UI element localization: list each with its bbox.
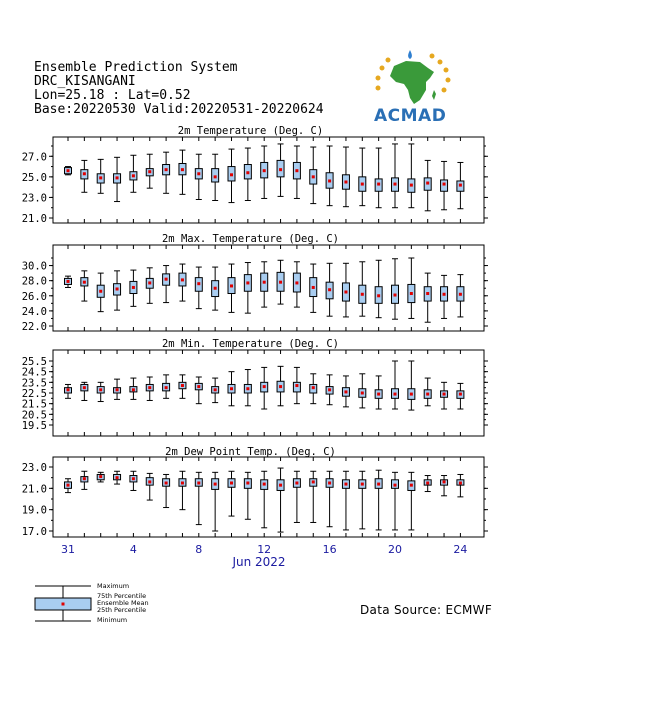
mean-dot	[263, 483, 266, 486]
mean-dot	[148, 480, 151, 483]
box-2022-06-03	[114, 379, 121, 399]
box-2022-06-21	[408, 361, 415, 410]
mean-dot	[394, 294, 397, 297]
box-2022-06-02	[97, 472, 104, 482]
box-2022-06-19	[375, 260, 382, 317]
mean-dot	[148, 170, 151, 173]
mean-dot	[116, 176, 119, 179]
mean-dot	[230, 387, 233, 390]
x-tick-label: 24	[453, 543, 468, 556]
mean-dot	[116, 287, 119, 290]
mean-dot	[312, 175, 315, 178]
x-tick-label: 31	[61, 543, 75, 556]
mean-dot	[263, 169, 266, 172]
mean-dot	[328, 482, 331, 485]
x-tick-label: 16	[322, 543, 337, 556]
box-2022-06-14	[293, 146, 300, 198]
mean-dot	[295, 281, 298, 284]
mean-dot	[377, 183, 380, 186]
box-2022-06-20	[392, 361, 399, 409]
panel-frame	[53, 457, 484, 537]
y-tick-label: 30.0	[21, 260, 47, 273]
box-2022-06-18	[359, 374, 366, 408]
box-2022-06-22	[424, 378, 431, 406]
iqr-box	[441, 180, 448, 191]
chart-panel-2	[22, 338, 488, 436]
box-2022-06-22	[424, 160, 431, 210]
mean-dot	[132, 388, 135, 391]
mean-dot	[263, 385, 266, 388]
box-2022-06-22	[424, 273, 431, 322]
box-2022-06-04	[130, 270, 137, 306]
box-2022-06-21	[408, 258, 415, 318]
mean-dot	[230, 173, 233, 176]
box-2022-06-16	[326, 375, 333, 405]
box-2022-06-16	[326, 471, 333, 526]
mean-dot	[394, 183, 397, 186]
box-2022-06-23	[441, 275, 448, 318]
mean-dot	[83, 281, 86, 284]
panel-title: 2m Max. Temperature (Deg. C)	[161, 233, 340, 245]
legend-mean-dot	[62, 603, 65, 606]
box-2022-06-08	[195, 154, 202, 199]
mean-dot	[165, 482, 168, 485]
mean-dot	[197, 385, 200, 388]
y-tick-label: 26.0	[21, 290, 47, 303]
legend-label-q75: 75th Percentile	[97, 592, 147, 600]
box-2022-05-31	[65, 276, 72, 287]
y-tick-label: 21.0	[21, 213, 47, 225]
station-name: DRC_KISANGANI	[34, 74, 136, 89]
box-2022-06-18	[359, 262, 366, 316]
box-2022-06-02	[97, 382, 104, 401]
mean-dot	[279, 168, 282, 171]
mean-dot	[459, 184, 462, 187]
mean-dot	[263, 281, 266, 284]
mean-dot	[165, 386, 168, 389]
mean-dot	[361, 293, 364, 296]
iqr-box	[212, 169, 219, 182]
legend-label-mean: Ensemble Mean	[97, 599, 149, 607]
box-2022-06-23	[441, 161, 448, 209]
box-2022-06-12	[261, 471, 268, 528]
box-2022-06-24	[457, 474, 464, 496]
mean-dot	[197, 282, 200, 285]
data-source: Data Source: ECMWF	[360, 603, 493, 617]
mean-dot	[132, 477, 135, 480]
x-tick-label: 12	[257, 543, 272, 556]
legend-label-minimum: Minimum	[97, 616, 128, 624]
y-tick-label: 19.0	[21, 504, 47, 517]
box-2022-06-18	[359, 148, 366, 206]
box-2022-06-19	[375, 376, 382, 409]
box-2022-06-17	[342, 376, 349, 407]
box-2022-06-08	[195, 377, 202, 404]
box-2022-06-10	[228, 264, 235, 312]
mean-dot	[246, 387, 249, 390]
box-2022-06-23	[441, 476, 448, 496]
box-2022-06-07	[179, 150, 186, 194]
box-2022-06-20	[392, 259, 399, 319]
box-2022-06-10	[228, 471, 235, 516]
box-2022-05-31	[65, 479, 72, 493]
box-2022-06-14	[293, 471, 300, 522]
mean-dot	[394, 393, 397, 396]
box-2022-06-10	[228, 149, 235, 202]
mean-dot	[426, 182, 429, 185]
chart-title: Ensemble Prediction System	[34, 60, 238, 75]
mean-dot	[410, 484, 413, 487]
mean-dot	[99, 290, 102, 293]
mean-dot	[361, 392, 364, 395]
mean-dot	[328, 288, 331, 291]
mean-dot	[459, 482, 462, 485]
mean-dot	[312, 386, 315, 389]
box-2022-06-11	[244, 472, 251, 519]
box-2022-06-01	[81, 160, 88, 192]
box-2022-06-06	[163, 474, 170, 507]
box-2022-06-14	[293, 262, 300, 307]
mean-dot	[295, 482, 298, 485]
mean-dot	[181, 384, 184, 387]
mean-dot	[214, 388, 217, 391]
box-2022-06-03	[114, 157, 121, 201]
mean-dot	[165, 278, 168, 281]
y-tick-label: 28.0	[21, 275, 47, 288]
box-2022-06-17	[342, 147, 349, 207]
forecast-dates: Base:20220530 Valid:20220531-20220624	[34, 102, 324, 117]
box-2022-06-06	[163, 375, 170, 398]
legend-label-q25: 25th Percentile	[97, 606, 147, 614]
box-2022-06-08	[195, 472, 202, 524]
mean-dot	[344, 181, 347, 184]
box-2022-06-05	[146, 268, 153, 304]
box-2022-06-15	[310, 471, 317, 522]
mean-dot	[361, 183, 364, 186]
mean-dot	[99, 176, 102, 179]
box-2022-06-01	[81, 271, 88, 301]
mean-dot	[279, 281, 282, 284]
mean-dot	[230, 482, 233, 485]
mean-dot	[67, 280, 70, 283]
box-2022-06-07	[179, 471, 186, 509]
mean-dot	[295, 169, 298, 172]
box-2022-06-22	[424, 476, 431, 492]
box-2022-06-12	[261, 367, 268, 409]
mean-dot	[83, 477, 86, 480]
x-tick-label: 4	[129, 543, 137, 556]
panel-title: 2m Temperature (Deg. C)	[177, 125, 324, 137]
box-2022-06-15	[310, 147, 317, 204]
box-2022-06-19	[375, 470, 382, 530]
mean-dot	[83, 386, 86, 389]
y-tick-label: 23.0	[21, 462, 47, 474]
y-tick-label: 20.5	[21, 409, 47, 422]
box-2022-06-07	[179, 375, 186, 398]
mean-dot	[279, 385, 282, 388]
mean-dot	[132, 286, 135, 289]
box-2022-06-03	[114, 471, 121, 484]
mean-dot	[394, 484, 397, 487]
mean-dot	[214, 175, 217, 178]
mean-dot	[459, 293, 462, 296]
chart-panel-0	[22, 125, 488, 225]
box-2022-06-18	[359, 471, 366, 529]
box-2022-06-04	[130, 471, 137, 490]
mean-dot	[246, 281, 249, 284]
mean-dot	[214, 483, 217, 486]
y-tick-label: 17.0	[21, 526, 47, 538]
y-tick-label: 25.5	[21, 356, 47, 368]
box-2022-06-24	[457, 383, 464, 409]
mean-dot	[312, 480, 315, 483]
box-2022-06-14	[293, 367, 300, 403]
mean-dot	[459, 393, 462, 396]
box-2022-06-13	[277, 144, 284, 196]
mean-dot	[181, 168, 184, 171]
chart-panel-3	[22, 446, 488, 538]
mean-dot	[312, 286, 315, 289]
mean-dot	[344, 291, 347, 294]
box-2022-05-31	[65, 167, 72, 175]
box-2022-06-09	[212, 378, 219, 403]
box-2022-06-11	[244, 370, 251, 406]
y-tick-label: 22.0	[21, 321, 47, 333]
box-2022-06-03	[114, 271, 121, 310]
mean-dot	[361, 483, 364, 486]
y-tick-label: 21.0	[21, 483, 47, 496]
box-2022-06-17	[342, 471, 349, 530]
station-coords: Lon=25.18 : Lat=0.52	[34, 88, 191, 103]
mean-dot	[148, 386, 151, 389]
box-2022-06-11	[244, 148, 251, 200]
panel-title: 2m Min. Temperature (Deg. C)	[161, 338, 340, 350]
box-2022-06-17	[342, 263, 349, 317]
box-2022-06-20	[392, 144, 399, 208]
mean-dot	[67, 169, 70, 172]
box-2022-06-20	[392, 472, 399, 530]
y-tick-label: 27.0	[21, 151, 47, 164]
mean-dot	[426, 292, 429, 295]
mean-dot	[344, 390, 347, 393]
box-2022-06-05	[146, 154, 153, 188]
box-2022-06-01	[81, 471, 88, 489]
mean-dot	[181, 482, 184, 485]
mean-dot	[99, 388, 102, 391]
y-tick-label: 24.5	[21, 366, 47, 379]
chart-panel-1	[22, 233, 488, 333]
box-2022-06-04	[130, 155, 137, 192]
box-2022-06-02	[97, 273, 104, 312]
box-2022-06-16	[326, 146, 333, 206]
mean-dot	[344, 483, 347, 486]
box-2022-06-15	[310, 264, 317, 312]
mean-dot	[83, 172, 86, 175]
box-2022-06-21	[408, 144, 415, 208]
mean-dot	[246, 171, 249, 174]
mean-dot	[246, 482, 249, 485]
box-2022-06-05	[146, 377, 153, 400]
mean-dot	[328, 179, 331, 182]
box-2022-06-06	[163, 266, 170, 303]
mean-dot	[279, 484, 282, 487]
mean-dot	[443, 480, 446, 483]
mean-dot	[99, 475, 102, 478]
box-2022-06-10	[228, 372, 235, 406]
mean-dot	[377, 294, 380, 297]
legend-glyph	[35, 586, 91, 621]
x-axis-month-label: Jun 2022	[232, 555, 286, 569]
box-2022-06-02	[97, 159, 104, 193]
box-2022-06-09	[212, 472, 219, 531]
box-2022-05-31	[65, 384, 72, 398]
box-2022-06-12	[261, 146, 268, 198]
box-2022-06-09	[212, 154, 219, 200]
y-tick-label: 21.5	[21, 398, 47, 411]
y-tick-label: 24.0	[21, 305, 47, 318]
y-tick-label: 19.5	[21, 420, 47, 432]
mean-dot	[116, 476, 119, 479]
mean-dot	[197, 172, 200, 175]
y-tick-label: 23.5	[21, 377, 47, 390]
mean-dot	[295, 384, 298, 387]
box-2022-06-09	[212, 267, 219, 310]
mean-dot	[426, 482, 429, 485]
panel-title: 2m Dew Point Temp. (Deg. C)	[165, 446, 336, 458]
box-2022-06-19	[375, 148, 382, 208]
mean-dot	[132, 174, 135, 177]
mean-dot	[410, 184, 413, 187]
box-2022-06-23	[441, 382, 448, 409]
y-tick-label: 25.0	[21, 171, 47, 184]
mean-dot	[426, 393, 429, 396]
x-tick-label: 20	[388, 543, 402, 556]
mean-dot	[197, 482, 200, 485]
mean-dot	[443, 393, 446, 396]
mean-dot	[181, 278, 184, 281]
mean-dot	[377, 483, 380, 486]
x-tick-label: 8	[195, 543, 203, 556]
box-2022-06-21	[408, 472, 415, 530]
box-2022-06-13	[277, 468, 284, 532]
box-2022-06-07	[179, 264, 186, 301]
mean-dot	[410, 292, 413, 295]
box-2022-06-13	[277, 260, 284, 304]
mean-dot	[443, 183, 446, 186]
mean-dot	[230, 284, 233, 287]
mean-dot	[148, 281, 151, 284]
box-2022-06-08	[195, 267, 202, 309]
box-2022-06-05	[146, 473, 153, 500]
acmad-logo-text: ACMAD	[374, 106, 447, 126]
box-2022-06-01	[81, 382, 88, 400]
iqr-box	[293, 382, 300, 392]
box-2022-06-04	[130, 378, 137, 399]
mean-dot	[443, 293, 446, 296]
mean-dot	[165, 168, 168, 171]
mean-dot	[67, 484, 70, 487]
mean-dot	[214, 287, 217, 290]
legend-label-maximum: Maximum	[97, 582, 130, 590]
mean-dot	[410, 393, 413, 396]
box-2022-06-24	[457, 275, 464, 317]
mean-dot	[377, 393, 380, 396]
mean-dot	[116, 388, 119, 391]
box-2022-06-16	[326, 263, 333, 316]
y-tick-label: 22.5	[21, 388, 47, 400]
mean-dot	[67, 388, 70, 391]
y-tick-label: 23.0	[21, 192, 47, 205]
box-2022-06-06	[163, 152, 170, 193]
box-2022-06-11	[244, 263, 251, 314]
box-2022-06-15	[310, 374, 317, 404]
mean-dot	[328, 388, 331, 391]
box-2022-06-24	[457, 162, 464, 208]
box-2022-06-13	[277, 366, 284, 405]
box-2022-06-12	[261, 262, 268, 307]
